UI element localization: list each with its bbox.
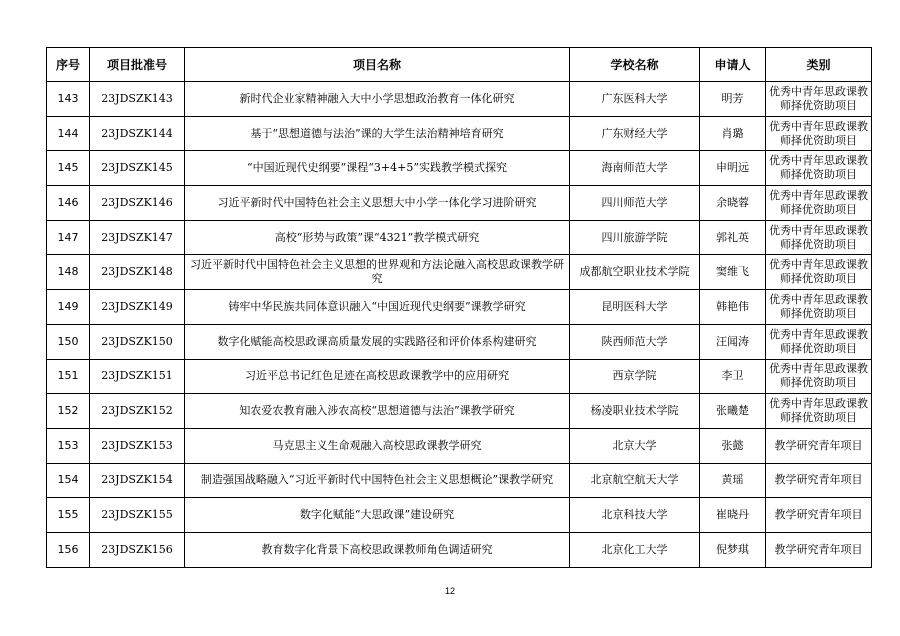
cell-applicant: 倪梦琪 [700,532,766,567]
cell-seq: 153 [47,428,90,463]
cell-code: 23JDSZK144 [90,116,185,151]
cell-code: 23JDSZK152 [90,394,185,429]
cell-applicant: 郭礼英 [700,220,766,255]
header-code: 项目批准号 [90,48,185,82]
cell-name: 数字化赋能高校思政课高质量发展的实践路径和评价体系构建研究 [185,324,570,359]
cell-seq: 143 [47,82,90,117]
cell-category: 优秀中青年思政课教师择优资助项目 [766,394,872,429]
cell-seq: 146 [47,186,90,221]
cell-name: 数字化赋能“大思政课”建设研究 [185,498,570,533]
table-row [47,428,872,463]
table-row [47,463,872,498]
cell-name: “中国近现代史纲要”课程“3+4+5”实践教学模式探究 [185,151,570,186]
cell-school: 西京学院 [570,359,700,394]
cell-category: 教学研究青年项目 [766,532,872,567]
cell-seq: 152 [47,394,90,429]
cell-category: 教学研究青年项目 [766,498,872,533]
table-row [47,220,872,255]
header-seq: 序号 [47,48,90,82]
cell-seq: 150 [47,324,90,359]
cell-code: 23JDSZK143 [90,82,185,117]
table-row [47,151,872,186]
cell-code: 23JDSZK156 [90,532,185,567]
cell-seq: 156 [47,532,90,567]
cell-name: 习近平总书记红色足迹在高校思政课教学中的应用研究 [185,359,570,394]
cell-seq: 154 [47,463,90,498]
table-row [47,532,872,567]
cell-category: 优秀中青年思政课教师择优资助项目 [766,220,872,255]
page-number: 12 [444,586,455,596]
cell-school: 昆明医科大学 [570,290,700,325]
header-school: 学校名称 [570,48,700,82]
cell-category: 优秀中青年思政课教师择优资助项目 [766,290,872,325]
table-row [47,255,872,290]
table-row [47,82,872,117]
header-applicant: 申请人 [700,48,766,82]
cell-code: 23JDSZK154 [90,463,185,498]
cell-code: 23JDSZK153 [90,428,185,463]
cell-code: 23JDSZK149 [90,290,185,325]
cell-name: 习近平新时代中国特色社会主义思想的世界观和方法论融入高校思政课教学研究 [185,255,570,290]
cell-seq: 155 [47,498,90,533]
cell-school: 北京大学 [570,428,700,463]
cell-applicant: 张懿 [700,428,766,463]
table-row [47,324,872,359]
table-row [47,498,872,533]
cell-category: 优秀中青年思政课教师择优资助项目 [766,359,872,394]
cell-applicant: 窦维飞 [700,255,766,290]
cell-seq: 149 [47,290,90,325]
cell-category: 优秀中青年思政课教师择优资助项目 [766,186,872,221]
cell-code: 23JDSZK151 [90,359,185,394]
cell-code: 23JDSZK150 [90,324,185,359]
cell-school: 陕西师范大学 [570,324,700,359]
cell-category: 优秀中青年思政课教师择优资助项目 [766,255,872,290]
cell-school: 四川旅游学院 [570,220,700,255]
cell-applicant: 李卫 [700,359,766,394]
cell-school: 北京航空航天大学 [570,463,700,498]
cell-name: 教育数字化背景下高校思政课教师角色调适研究 [185,532,570,567]
cell-name: 高校“形势与政策”课“4321”教学模式研究 [185,220,570,255]
cell-school: 海南师范大学 [570,151,700,186]
table-row [47,116,872,151]
cell-code: 23JDSZK145 [90,151,185,186]
cell-applicant: 肖璐 [700,116,766,151]
cell-applicant: 崔晓丹 [700,498,766,533]
cell-category: 优秀中青年思政课教师择优资助项目 [766,324,872,359]
cell-name: 制造强国战略融入“习近平新时代中国特色社会主义思想概论”课教学研究 [185,463,570,498]
project-table [46,47,872,568]
header-name: 项目名称 [185,48,570,82]
cell-applicant: 张曦楚 [700,394,766,429]
cell-category: 优秀中青年思政课教师择优资助项目 [766,116,872,151]
cell-seq: 145 [47,151,90,186]
cell-applicant: 申明远 [700,151,766,186]
cell-applicant: 汪闻涛 [700,324,766,359]
header-category: 类别 [766,48,872,82]
cell-category: 教学研究青年项目 [766,463,872,498]
table-header-row [47,48,872,82]
cell-applicant: 韩艳伟 [700,290,766,325]
table-row [47,359,872,394]
cell-name: 习近平新时代中国特色社会主义思想大中小学一体化学习进阶研究 [185,186,570,221]
cell-seq: 144 [47,116,90,151]
table-row [47,394,872,429]
cell-category: 优秀中青年思政课教师择优资助项目 [766,82,872,117]
cell-applicant: 明芳 [700,82,766,117]
cell-school: 广东医科大学 [570,82,700,117]
cell-school: 成都航空职业技术学院 [570,255,700,290]
cell-name: 新时代企业家精神融入大中小学思想政治教育一体化研究 [185,82,570,117]
cell-seq: 151 [47,359,90,394]
cell-applicant: 余晓蓉 [700,186,766,221]
cell-code: 23JDSZK146 [90,186,185,221]
cell-code: 23JDSZK155 [90,498,185,533]
cell-seq: 148 [47,255,90,290]
cell-category: 教学研究青年项目 [766,428,872,463]
cell-applicant: 黄瑶 [700,463,766,498]
cell-name: 知农爱农教育融入涉农高校“思想道德与法治”课教学研究 [185,394,570,429]
cell-category: 优秀中青年思政课教师择优资助项目 [766,151,872,186]
cell-seq: 147 [47,220,90,255]
cell-name: 马克思主义生命观融入高校思政课教学研究 [185,428,570,463]
cell-code: 23JDSZK147 [90,220,185,255]
cell-name: 铸牢中华民族共同体意识融入“中国近现代史纲要”课教学研究 [185,290,570,325]
cell-code: 23JDSZK148 [90,255,185,290]
cell-school: 杨凌职业技术学院 [570,394,700,429]
table-row [47,290,872,325]
cell-school: 北京化工大学 [570,532,700,567]
cell-school: 北京科技大学 [570,498,700,533]
table-row [47,186,872,221]
cell-name: 基于“思想道德与法治”课的大学生法治精神培育研究 [185,116,570,151]
cell-school: 广东财经大学 [570,116,700,151]
cell-school: 四川师范大学 [570,186,700,221]
